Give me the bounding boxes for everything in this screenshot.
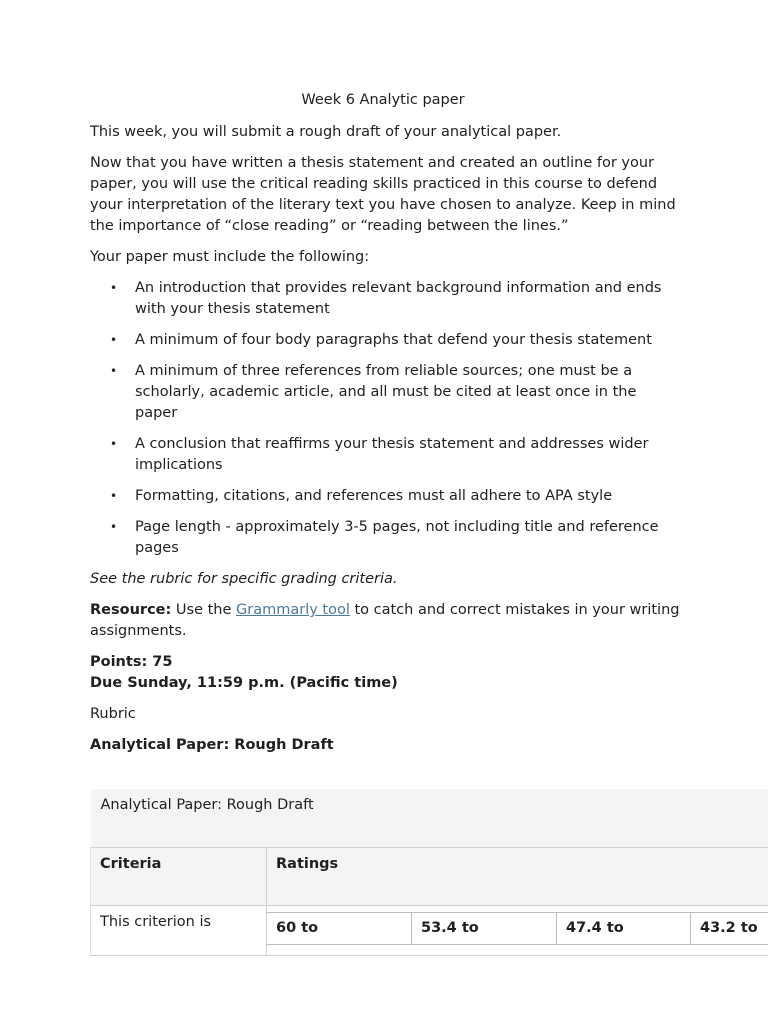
list-item: • Formatting, citations, and references must all adhere to APA style — [135, 486, 680, 507]
resource-paragraph — [90, 600, 680, 642]
list-intro: Your paper must include the following: — [90, 249, 370, 265]
table-row — [91, 906, 768, 956]
list-item: • A minimum of four body paragraphs that defend your thesis statement — [135, 330, 680, 351]
rating-cell: 53.4 to — [412, 913, 557, 944]
ratings-cell — [267, 906, 768, 956]
instructions-paragraph: Now that you have written a thesis statement and created an outline for your paper, you will use the critical reading skills practiced in this course to defend your interpretation of the literary text you have chosen to analyze. Keep in mind the importance of “close reading” or “reading between the lines.” — [90, 155, 676, 234]
rating-cell: 47.4 to — [557, 913, 691, 944]
assignment-document — [90, 90, 768, 766]
due-date: Due Sunday, 11:59 p.m. (Pacific time) — [90, 675, 398, 691]
list-item: • Page length - approximately 3-5 pages, not including title and reference pages — [135, 517, 680, 559]
page-title: Week 6 Analytic paper — [301, 92, 465, 108]
grammarly-link[interactable]: Grammarly tool — [236, 602, 350, 618]
resource-text-after: to catch and correct mistakes in your writing assignments. — [90, 602, 680, 639]
rubric-note: See the rubric for specific grading criteria. — [90, 571, 398, 587]
list-item: • A conclusion that reaffirms your thesis statement and addresses wider implications — [135, 434, 680, 476]
list-item: • An introduction that provides relevant background information and ends with your thesis statement — [135, 278, 680, 320]
intro-text: This week, you will submit a rough draft of your analytical paper. — [90, 124, 562, 140]
rubric-table-container — [90, 789, 768, 956]
criterion-cell: This criterion is — [91, 906, 267, 956]
requirements-list — [90, 278, 680, 559]
resource-text-before: Use the — [171, 602, 237, 618]
points-value: Points: 75 — [90, 654, 173, 670]
rubric-table — [90, 789, 768, 956]
ratings-header: Ratings — [267, 848, 768, 906]
rating-cell: 60 to — [267, 913, 412, 944]
rating-cell: 43.2 to — [700, 920, 758, 936]
ratings-row — [267, 912, 768, 945]
assignment-meta — [90, 652, 768, 694]
criteria-header: Criteria — [91, 848, 267, 906]
rubric-table-caption: Analytical Paper: Rough Draft — [91, 789, 768, 848]
list-item: • A minimum of three references from reliable sources; one must be a scholarly, academic article, and all must be cited at least once in the paper — [135, 361, 680, 424]
rubric-heading: Analytical Paper: Rough Draft — [90, 737, 334, 753]
resource-label: Resource: — [90, 602, 172, 618]
rubric-label: Rubric — [90, 706, 136, 722]
